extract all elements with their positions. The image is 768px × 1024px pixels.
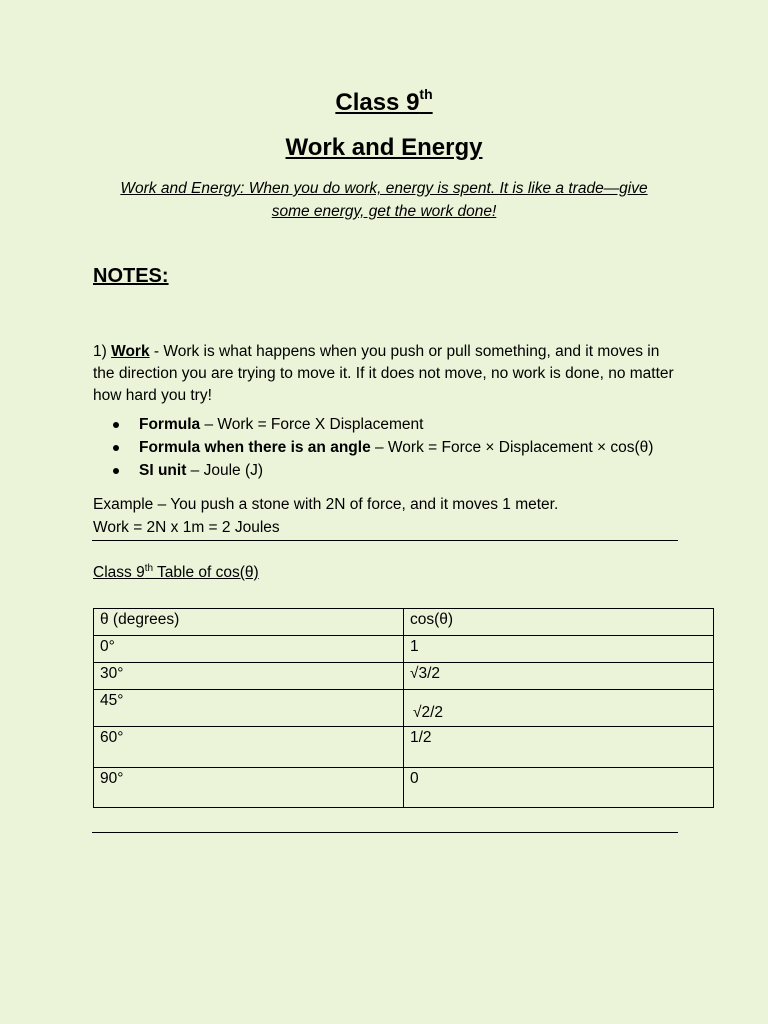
bullet-icon [113, 468, 119, 474]
work-term: Work [111, 343, 150, 360]
table-header-cell: cos(θ) [404, 609, 714, 636]
notes-heading: NOTES: [93, 265, 169, 287]
table-row [94, 690, 714, 727]
list-item [113, 413, 713, 436]
cos-table [93, 608, 714, 808]
table-caption-superscript: th [144, 563, 154, 574]
work-definition-text: - Work is what happens when you push or pull something, and it moves in the direction you are trying to move it. If it does not move, no work is done, no matter how hard you try! [93, 343, 674, 404]
table-caption: Class 9th Table of cos(θ) [93, 563, 259, 582]
table-row [94, 663, 714, 690]
divider [92, 540, 678, 541]
bullet-label: Formula [139, 416, 201, 433]
table-cell: 0° [94, 636, 404, 663]
example-block [93, 493, 683, 539]
table-cell: 0 [404, 768, 714, 808]
class-title-superscript: th [419, 86, 433, 102]
table-cell: 45° [94, 690, 404, 727]
table-header-cell: θ (degrees) [94, 609, 404, 636]
subject-title: Work and Energy [285, 134, 483, 161]
table-cell: 1 [404, 636, 714, 663]
bullet-text: – Work = Force × Displacement × cos(θ) [370, 439, 654, 456]
table-cell: 60° [94, 727, 404, 768]
table-cell: √3/2 [404, 663, 714, 690]
table-row [94, 727, 714, 768]
table-row [94, 636, 714, 663]
table-cell: 90° [94, 768, 404, 808]
table-cell: 30° [94, 663, 404, 690]
example-result: Work = 2N x 1m = 2 Joules [93, 519, 280, 536]
table-header-row [94, 609, 714, 636]
list-item [113, 436, 713, 459]
bullet-icon [113, 422, 119, 428]
bullet-label: Formula when there is an angle [139, 439, 371, 456]
work-definition [93, 341, 683, 407]
table-row [94, 768, 714, 808]
intro-text: Work and Energy: When you do work, energy is spent. It is like a trade—give some energy, get the work done! [120, 180, 648, 220]
table-cell: √2/2 [404, 690, 714, 727]
work-number: 1) [93, 343, 112, 360]
formula-list [113, 413, 713, 482]
example-line: Example – You push a stone with 2N of force, and it moves 1 meter. [93, 496, 559, 513]
bullet-label: SI unit [139, 462, 187, 479]
bullet-text: – Work = Force X Displacement [200, 416, 424, 433]
bullet-text: – Joule (J) [186, 462, 264, 479]
bullet-icon [113, 445, 119, 451]
divider [92, 832, 678, 833]
class-title: Class 9th [335, 86, 433, 116]
table-cell: 1/2 [404, 727, 714, 768]
list-item [113, 459, 713, 482]
